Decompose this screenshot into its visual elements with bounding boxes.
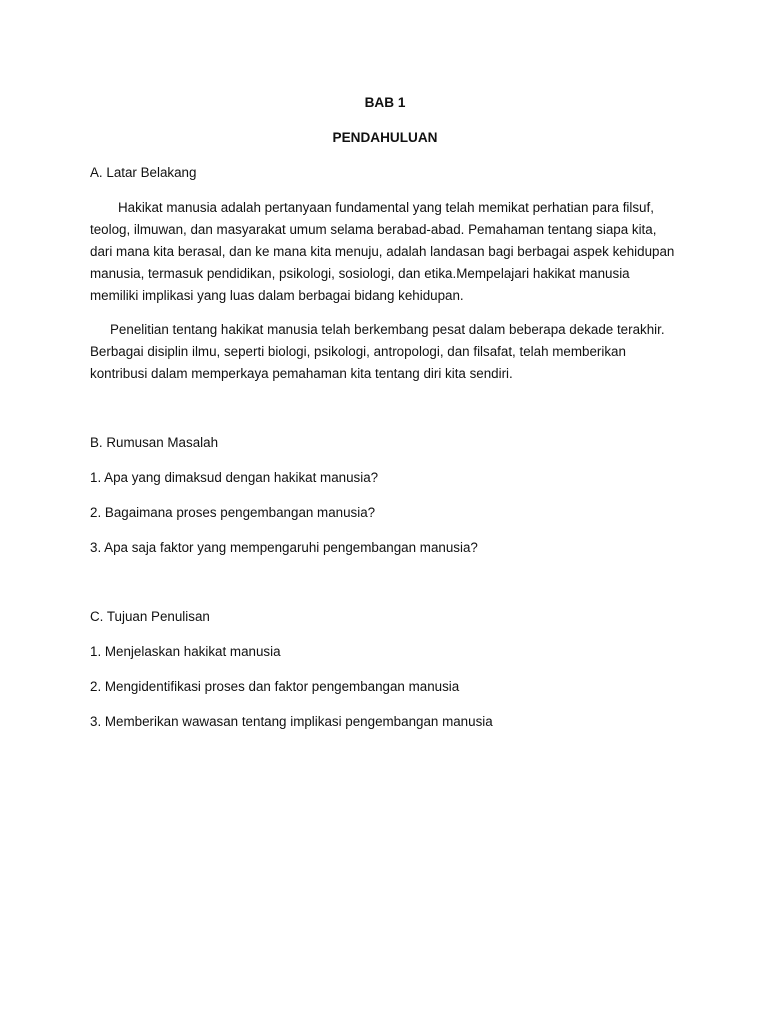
paragraph-2: Penelitian tentang hakikat manusia telah berkembang pesat dalam beberapa dekade terakhir. Berbagai disiplin ilmu, seperti biologi, psikologi, antropologi, dan filsafat, telah memberikan kontribusi dalam memperkaya pemahaman kita tentang diri kita sendiri. [90, 322, 665, 381]
rumusan-item-3: 3. Apa saja faktor yang mempengaruhi pengembangan manusia? [90, 540, 478, 555]
tujuan-item-1: 1. Menjelaskan hakikat manusia [90, 644, 281, 659]
tujuan-item-3: 3. Memberikan wawasan tentang implikasi pengembangan manusia [90, 714, 493, 729]
section-heading-tujuan-penulisan: C. Tujuan Penulisan [90, 609, 210, 624]
document-content [90, 92, 680, 733]
chapter-heading: BAB 1 [364, 95, 406, 110]
section-latar-belakang [90, 162, 680, 385]
section-rumusan-masalah [90, 432, 680, 559]
paragraph-1: Hakikat manusia adalah pertanyaan fundamental yang telah memikat perhatian para filsuf, teolog, ilmuwan, dan masyarakat umum selama berabad-abad. Pemahaman tentang siapa kita, dari mana kita berasal, dan ke mana kita menuju, adalah landasan bagi berbagai aspek kehidupan manusia, termasuk pendidikan, psikologi, sosiologi, dan etika.Mempelajari hakikat manusia memiliki implikasi yang luas dalam berbagai bidang kehidupan. [90, 200, 675, 303]
rumusan-item-2: 2. Bagaimana proses pengembangan manusia? [90, 505, 376, 520]
section-heading-rumusan-masalah: B. Rumusan Masalah [90, 435, 219, 450]
chapter-title: PENDAHULUAN [332, 130, 438, 145]
tujuan-item-2: 2. Mengidentifikasi proses dan faktor pengembangan manusia [90, 679, 460, 694]
section-heading-latar-belakang: A. Latar Belakang [90, 165, 197, 180]
section-tujuan-penulisan [90, 606, 680, 733]
rumusan-item-1: 1. Apa yang dimaksud dengan hakikat manusia? [90, 470, 379, 485]
